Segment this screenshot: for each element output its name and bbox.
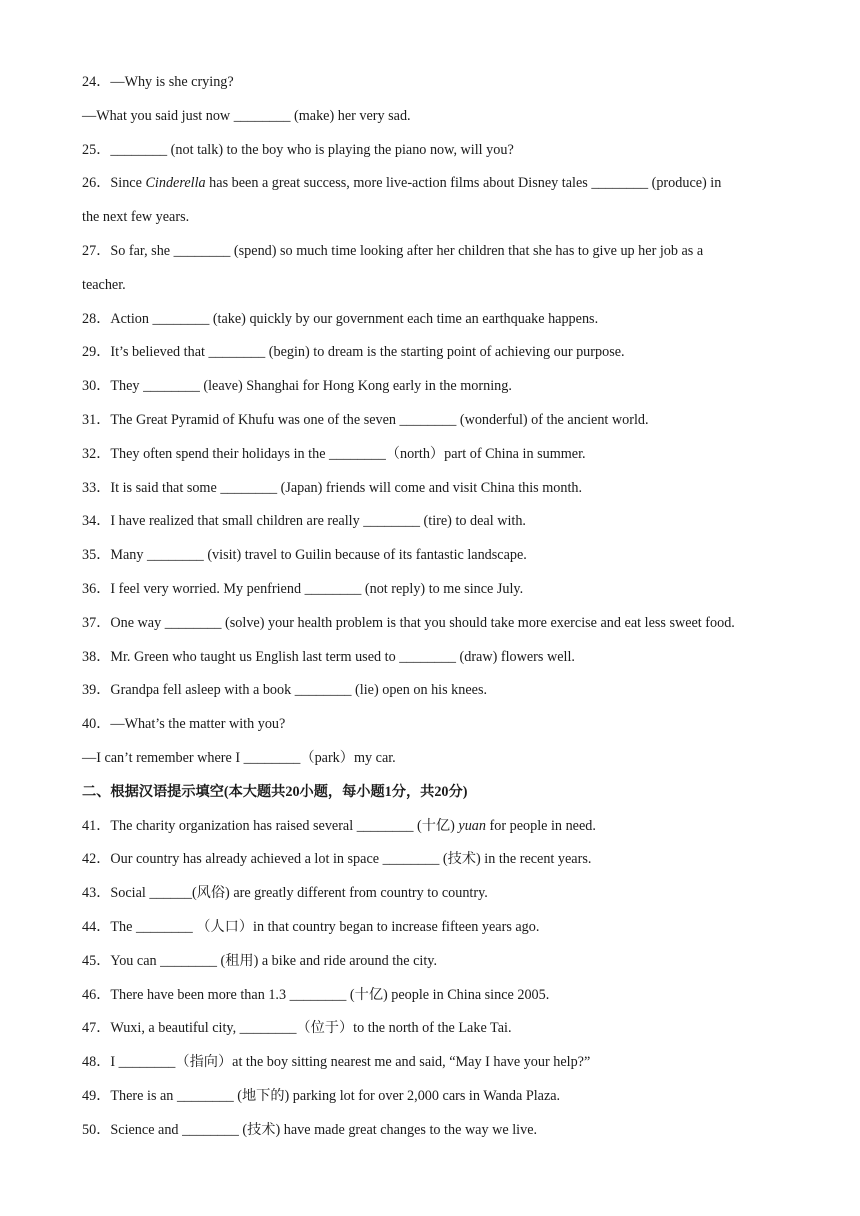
question-line: 25．________ (not talk) to the boy who is playing the piano now, will you?: [82, 141, 514, 158]
question-line: 24．—Why is she crying?: [82, 74, 234, 90]
question-line: 35．Many ________ (visit) travel to Guilin because of its fantastic landscape.: [82, 547, 527, 564]
question-line: 26．Since Cinderella has been a great success, more live-action films about Disney tales ________ (produce) in: [82, 175, 722, 192]
question-line: 50．Science and ________ (技术) have made great changes to the way we live.: [82, 1121, 538, 1138]
question-line: —What you said just now ________ (make) her very sad.: [82, 107, 411, 124]
question-line: 38．Mr. Green who taught us English last term used to ________ (draw) flowers well.: [82, 648, 575, 665]
question-line: 45．You can ________ (租用) a bike and ride around the city.: [82, 952, 438, 969]
question-line: 29．It’s believed that ________ (begin) to dream is the starting point of achieving our purpose.: [82, 344, 625, 361]
question-line: 37．One way ________ (solve) your health problem is that you should take more exercise and eat less sweet food.: [82, 614, 735, 631]
question-line: 49．There is an ________ (地下的) parking lot for over 2,000 cars in Wanda Plaza.: [82, 1087, 561, 1104]
question-line: 34．I have realized that small children are really ________ (tire) to deal with.: [82, 513, 526, 530]
question-line: 40．—What’s the matter with you?: [82, 716, 286, 733]
question-line: the next few years.: [82, 209, 190, 226]
question-line: 33．It is said that some ________ (Japan) friends will come and visit China this month.: [82, 479, 583, 496]
question-line: 39．Grandpa fell asleep with a book ________ (lie) open on his knees.: [82, 682, 488, 699]
question-line: 43．Social ______(风俗) are greatly different from country to country.: [82, 885, 488, 902]
question-line: 44．The ________ （人口）in that country began to increase fifteen years ago.: [82, 918, 540, 935]
question-line: 27．So far, she ________ (spend) so much time looking after her children that she has to give up her job as a: [82, 242, 704, 259]
question-line: 28．Action ________ (take) quickly by our government each time an earthquake happens.: [82, 310, 599, 327]
question-line: —I can’t remember where I ________（park）my car.: [82, 749, 396, 766]
question-line: 31．The Great Pyramid of Khufu was one of the seven ________ (wonderful) of the ancient world.: [82, 411, 649, 428]
question-line: 32．They often spend their holidays in the ________（north）part of China in summer.: [82, 445, 586, 462]
question-line: 36．I feel very worried. My penfriend ________ (not reply) to me since July.: [82, 580, 524, 597]
question-line: 48．I ________（指向）at the boy sitting nearest me and said, “May I have your help?”: [82, 1054, 591, 1071]
question-line: 41．The charity organization has raised several ________ (十亿) yuan for people in need.: [82, 817, 596, 834]
question-list: [82, 72, 802, 1154]
question-line: teacher.: [82, 276, 126, 293]
section-heading: 二、根据汉语提示填空(本大题共20小题，每小题1分，共20分): [82, 783, 468, 800]
question-line: 47．Wuxi, a beautiful city, ________（位于）to the north of the Lake Tai.: [82, 1020, 512, 1037]
question-line: 42．Our country has already achieved a lot in space ________ (技术) in the recent years.: [82, 851, 592, 868]
question-line: 30．They ________ (leave) Shanghai for Hong Kong early in the morning.: [82, 378, 512, 395]
question-line: 46．There have been more than 1.3 ________ (十亿) people in China since 2005.: [82, 986, 550, 1003]
